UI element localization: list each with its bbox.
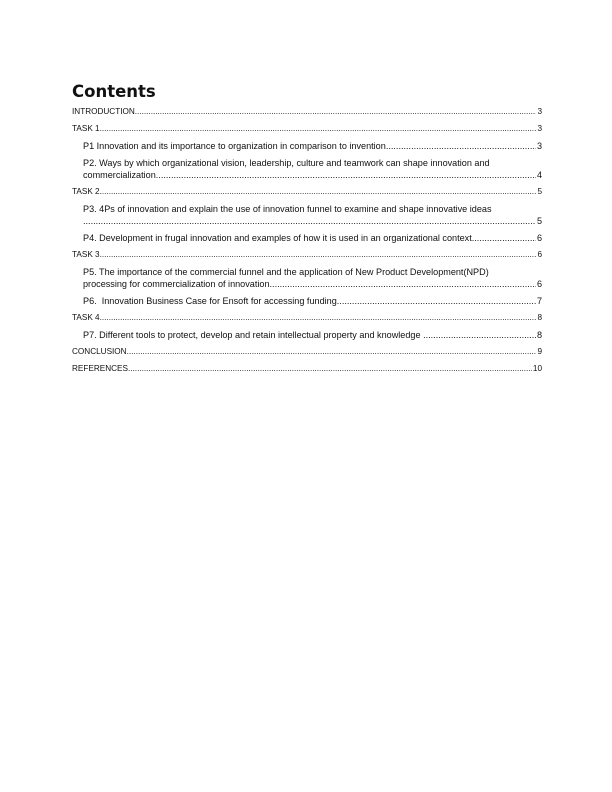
toc-entry-p6[interactable] (72, 295, 542, 307)
toc-entry-p2[interactable] (72, 157, 542, 181)
toc-page-number: 3 (536, 141, 542, 151)
dot-leader (127, 346, 537, 358)
toc-entry-label: P4. Development in frugal innovation and examples of how it is used in an organizational context (83, 233, 472, 243)
toc-entry-label-line1: P3. 4Ps of innovation and explain the use of innovation funnel to examine and shape innovative ideas (83, 204, 492, 214)
toc-entry-conclusion[interactable] (72, 346, 542, 358)
toc-page-number: 6 (537, 250, 542, 259)
toc-entry-task-4[interactable] (72, 312, 542, 324)
toc-page-number: 5 (537, 187, 542, 196)
dot-leader (83, 215, 536, 227)
toc-page-number: 6 (536, 233, 542, 243)
toc-entry-task-3[interactable] (72, 249, 542, 261)
toc-entry-label: INTRODUCTION (72, 107, 135, 116)
toc-entry-task-2[interactable] (72, 186, 542, 198)
toc-page-number: 10 (532, 364, 542, 373)
toc-page-number: 7 (536, 296, 542, 306)
toc-entry-label: CONCLUSION (72, 347, 127, 356)
toc-entry-label-line1: P5. The importance of the commercial funnel and the application of New Product Development(NPD) (83, 267, 489, 277)
toc-entry-label: P1 Innovation and its importance to organization in comparison to invention (83, 141, 386, 151)
toc-page-number: 8 (536, 330, 542, 340)
table-of-contents (72, 82, 542, 380)
toc-entry-label: TASK 3 (72, 250, 100, 259)
dot-leader (386, 140, 536, 152)
toc-entry-p4[interactable] (72, 232, 542, 244)
toc-entry-p3[interactable] (72, 203, 542, 227)
toc-page-number: 9 (537, 347, 542, 356)
toc-page-number: 6 (536, 279, 542, 289)
toc-page-number: 4 (536, 170, 542, 180)
dot-leader (100, 186, 537, 198)
toc-entry-label: TASK 1 (72, 124, 100, 133)
toc-entry-label-line1: P2. Ways by which organizational vision, leadership, culture and teamwork can shape innovation and (83, 158, 490, 168)
dot-leader (270, 278, 536, 290)
toc-entry-task-1[interactable] (72, 123, 542, 135)
dot-leader (100, 312, 537, 324)
dot-leader (156, 169, 536, 181)
dot-leader (135, 106, 537, 118)
toc-entry-label: commercialization (83, 170, 156, 180)
toc-entry-p1[interactable] (72, 140, 542, 152)
toc-entry-label: REFERENCES (72, 364, 128, 373)
toc-page-number: 3 (537, 107, 542, 116)
toc-entry-p5[interactable] (72, 266, 542, 290)
toc-entry-label: TASK 2 (72, 187, 100, 196)
toc-page-number: 3 (537, 124, 542, 133)
toc-entry-introduction[interactable] (72, 106, 542, 118)
toc-entry-label: P7. Different tools to protect, develop and retain intellectual property and knowledge (83, 330, 424, 340)
toc-heading: Contents (72, 82, 156, 101)
dot-leader (337, 295, 536, 307)
toc-page-number: 8 (537, 313, 542, 322)
toc-entry-label: P6. Innovation Business Case for Ensoft for accessing funding (83, 296, 337, 306)
toc-page-number: 5 (536, 216, 542, 226)
toc-entry-label: processing for commercialization of innovation (83, 279, 270, 289)
dot-leader (100, 123, 537, 135)
dot-leader (100, 249, 537, 261)
dot-leader (128, 363, 532, 375)
toc-entry-references[interactable] (72, 363, 542, 375)
dot-leader (472, 232, 536, 244)
toc-entry-label: TASK 4 (72, 313, 100, 322)
toc-entry-p7[interactable] (72, 329, 542, 341)
dot-leader (423, 329, 536, 341)
